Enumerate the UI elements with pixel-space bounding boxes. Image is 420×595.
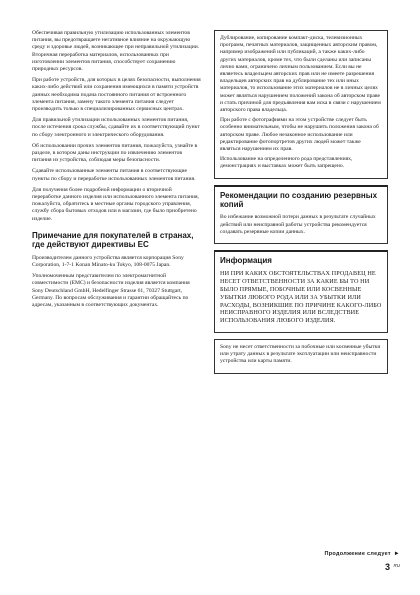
right-column xyxy=(214,30,388,380)
eu-notice-paragraph: Производителем данного устройства является корпорация Sony Corporation, 1-7-1 Konan Minato-ku Tokyo, 108-0075 Japan. xyxy=(32,254,184,268)
copyright-box xyxy=(214,30,388,179)
sony-liability-box xyxy=(214,339,388,374)
battery-paragraph: Для правильной утилизации использованных элементов питания, после истечения срока службы, сдавайте их в соответствующий пункт по сбору электронного и электрического оборудования. xyxy=(32,117,200,138)
info-box xyxy=(214,250,388,333)
info-heading: Информация xyxy=(220,256,272,266)
battery-paragraph: Сдавайте использованные элементы питания в соответствующие пункты по сбору и переработке использованных элементов питания. xyxy=(32,168,196,182)
arrow-right-icon: ► xyxy=(393,551,400,557)
backup-text: Во избежание возможной потери данных в результате случайных действий или неисправной работы устройства рекомендуется создавать резервные копии данных. xyxy=(220,214,376,235)
backup-heading: Рекомендации по созданию резервных копий xyxy=(220,190,378,210)
eu-notice-paragraph: Уполномоченным представителем по электромагнитной совместимости (EMC) и безопасности изделия является компания Sony Deutschland GmbH, Hedelfinger Strasse 61, 70327 Stuttgart, Germany. По вопросам обслуживания и гарантии обращайтесь по адресам, указанным в соответствующих документах. xyxy=(32,273,190,308)
battery-paragraph: Для получения более подробной информации о вторичной переработке данного изделия или использованного элемента питания, пожалуйста, обратитесь в местные органы городского управления, службу сбора бытовых отходов или в магазин, где было приобретено изделие. xyxy=(32,186,199,222)
page-number: 3 xyxy=(384,562,390,572)
copyright-paragraph: При работе с фотографиями на этом устройстве следует быть особенно внимательным, чтобы не нарушить положения закона об авторском праве. Любое незаконное использование или редактирование фотопортретов других людей может также являться нарушением их прав. xyxy=(220,117,379,153)
left-column xyxy=(32,30,202,313)
eu-notice-heading: Примечание для покупателей в странах, где действуют директивы ЕС xyxy=(32,230,194,250)
info-text: НИ ПРИ КАКИХ ОБСТОЯТЕЛЬСТВАХ ПРОДАВЕЦ НЕ НЕСЕТ ОТВЕТСТВЕННОСТИ ЗА КАКИЕ БЫ ТО НИ БЫЛО ПРЯМЫЕ, ПОБОЧНЫЕ ИЛИ КОСВЕННЫЕ УБЫТКИ ЛЮБОГО РОДА ИЛИ ЗА УБЫТКИ ИЛИ РАСХОДЫ, ВОЗНИКШИЕ ПО ПРИЧИНЕ КАКОГО-ЛИБО НЕИСПРАВНОГО ИЗДЕЛИЯ ИЛИ ВСЛЕДСТВИЕ ИСПОЛЬЗОВАНИЯ ЛЮБОГО ИЗДЕЛИЯ. xyxy=(220,270,382,325)
backup-box xyxy=(214,185,388,244)
copyright-paragraph: Дублирование, копирование компакт-диска, телевизионных программ, печатных материалов, защищенных авторским правом, например изображений или публикаций, а также каких-либо других материалов, кроме тех, что были сделаны или записаны лично вами, ограничено личным пользованием. Если вы не являетесь владельцем авторских прав или не имеете разрешения владельцев авторских прав на дублирование тех или иных материалов, то использование этих материалов не в личных целях может являться нарушением положений закона об авторском праве и стать причиной для предъявления вам иска в связи с нарушением авторского права владельца. xyxy=(220,35,381,114)
battery-paragraph: Об использовании прочих элементов питания, пожалуйста, узнайте в разделе, в котором даны инструкции по извлечению элементов питания из устройства, соблюдая меры безопасности. xyxy=(32,142,198,164)
sony-liability-text: Sony не несет ответственности за побочные или косвенные убытки или утрату данных в результате эксплуатации или неисправности устройства или карты памяти. xyxy=(220,344,381,365)
copyright-paragraph: Использование на определенного рода представлениях, демонстрациях и выставках может быть запрещено. xyxy=(220,156,353,170)
battery-paragraph: При работе устройств, для которых в целях безопасности, выполнения каких-либо действий или сохранения имеющихся в памяти устройств данных необходима подача постоянного питания от встроенного элемента питания, замену такого элемента питания следует производить только в специализированных сервисных центрах. xyxy=(32,77,201,113)
continued-note xyxy=(324,551,400,557)
continued-label: Продолжение следует xyxy=(324,551,391,557)
language-code: RU xyxy=(393,563,400,568)
battery-paragraph: Обеспечивая правильную утилизацию использованных элементов питания, вы предотвращаете негативное влияние на окружающую среду и здоровье людей, возникающее при неправильной утилизации. Вторичная переработка материалов, использованных при изготовлении элементов питания, способствует сохранению природных ресурсов. xyxy=(32,30,200,73)
